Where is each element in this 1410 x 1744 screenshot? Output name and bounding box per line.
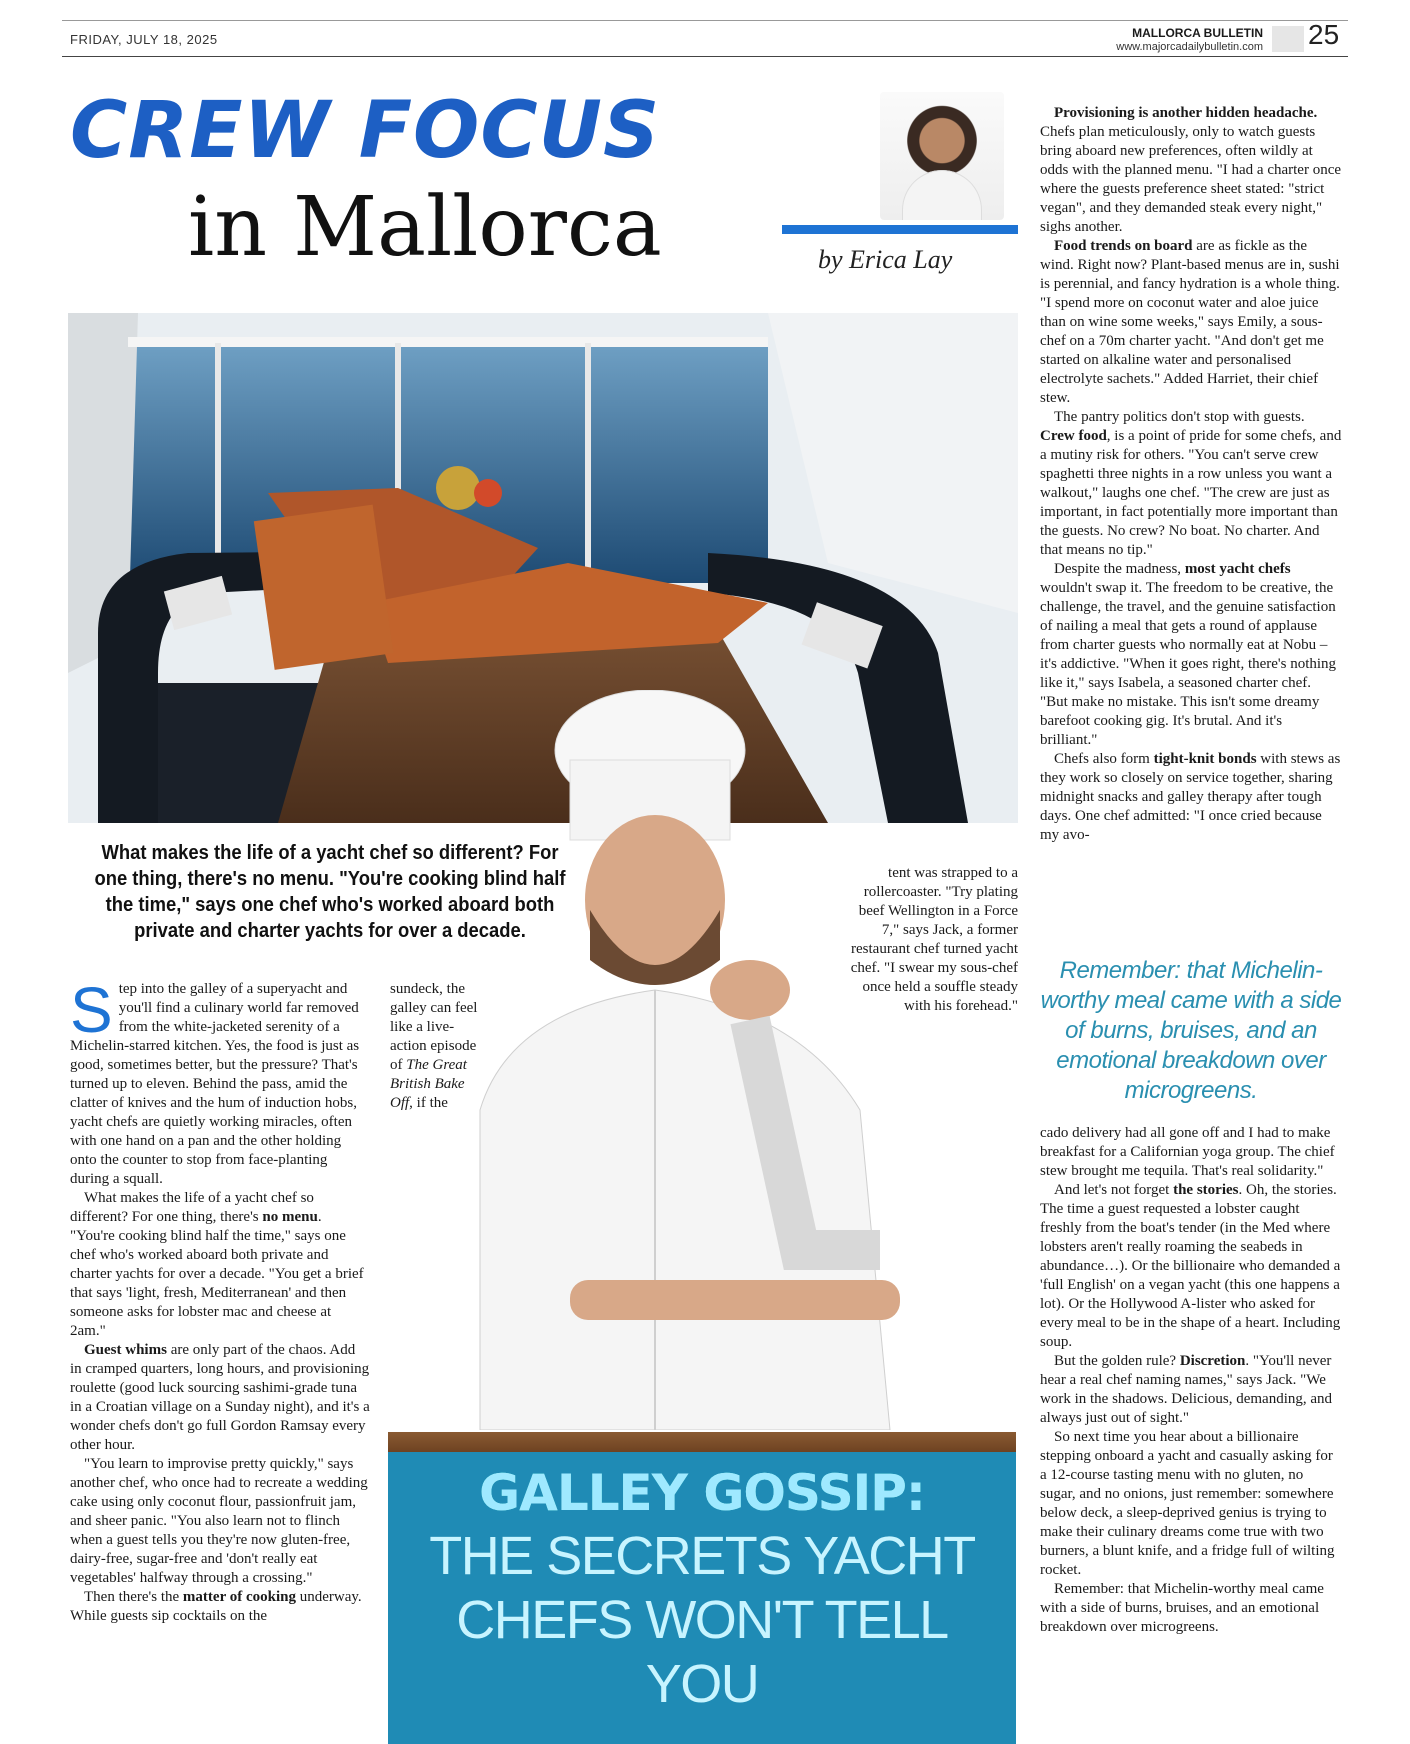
tv-show-title: The Great British Bake Off (390, 1057, 467, 1111)
bold-phrase: most yacht chefs (1184, 561, 1291, 577)
pull-quote: Remember: that Michelin-worthy meal came with a side of burns, bruises, and an emotional breakdown over microgreens. (1040, 957, 1342, 1104)
bold-phrase: tight-knit bonds (1153, 751, 1257, 767)
masthead-rule (62, 56, 1348, 57)
wooden-counter (388, 1432, 1016, 1454)
section-subtitle: in Mallorca (188, 180, 662, 275)
issue-date: FRIDAY, JULY 18, 2025 (70, 32, 218, 47)
bold-phrase: Discretion (1179, 1353, 1246, 1369)
author-portrait (880, 92, 1004, 220)
article-column-left: Step into the galley of a superyacht and you'll find a culinary world far removed from the white-jacketed serenity of a Michelin-starred kitchen. Yes, the food is just as good, sometimes better, but the pressure? That's turned up to eleven. Behind the pass, amid the clatter of knives and the hum of induction hobs, yacht chefs are quietly working miracles, often with one hand on a pan and the other holding onto the counter to stop from face-planting during a squall. What makes the life of a yacht chef so different? For one thing, there's no menu. "You're cooking blind half the time," says one chef who's worked aboard both private and charter yachts for over a decade. "You get a brief that says 'light, fresh, Mediterranean' and then someone asks for lobster mac and cheese at 2am." Guest whims are only part of the chaos. Add in cramped quarters, long hours, and provisioning roulette (good luck sourcing sashimi-grade tuna in a Croatian village on a Sunday night), and it's a wonder chefs don't go full Gordon Ramsay every other hour. "You learn to improvise pretty quickly," says another chef, who once had to recreate a wedding cake using only coconut flour, passionfruit jam, and sheer panic. "You also learn not to flinch when a guest tells you they're now gluten-free, dairy-free, sugar-free and 'don't really eat vegetables' halfway through a crossing." Then there's the matter of cooking underway. While guests sip cocktails on the (70, 974, 370, 1624)
standfirst: What makes the life of a yacht chef so different? For one thing, there's no menu. "You're cooking blind half the time," says one chef who's worked aboard both private and charter yachts for over a decade. (94, 842, 566, 942)
publication-name: MALLORCA BULLETIN (1132, 26, 1263, 40)
section-title: CREW FOCUS (70, 86, 661, 176)
bold-phrase: Food trends on board (1054, 238, 1193, 254)
smiling-chef-photo (420, 690, 1010, 1430)
page-number-box (1272, 26, 1304, 52)
article-column-middle-continued: tent was strapped to a rollercoaster. "Try plating beef Wellington in a Force 7," says Jack, a former restaurant chef turned yacht chef. "I swear my sous-chef once held a souffle steady with his forehead." (850, 865, 1018, 1014)
bold-phrase: no menu (262, 1209, 318, 1225)
bold-phrase: Crew food (1040, 428, 1107, 444)
paragraph: tep into the galley of a superyacht and you'll find a culinary world far removed from the white-jacketed serenity of a Michelin-starred kitchen. Yes, the food is just as good, sometimes better, but the pressure? That's turned up to eleven. Behind the pass, amid the clatter of knives and the hum of induction hobs, yacht chefs are quietly working miracles, often with one hand on a pan and the other holding onto the counter to stop from face-planting during a squall. (70, 981, 360, 1187)
paragraph: "You learn to improvise pretty quickly," says another chef, who once had to recreate a wedding cake using only coconut flour, passionfruit jam, and sheer panic. "You also learn not to flinch when a guest tells you they're now gluten-free, dairy-free, sugar-free and 'don't really eat vegetables' halfway through a crossing." (70, 1456, 368, 1586)
masthead-top-rule (62, 20, 1348, 21)
publication-url[interactable]: www.majorcadailybulletin.com (1116, 41, 1263, 53)
bold-phrase: Guest whims (84, 1342, 167, 1358)
bold-phrase: Provisioning is another hidden headache. (1054, 105, 1318, 121)
article-column-middle: sundeck, the galley can feel like a live-action episode of The Great British Bake Off, if the (390, 981, 478, 1111)
byline-accent-bar (782, 225, 1018, 234)
bold-phrase: the stories (1173, 1182, 1239, 1198)
article-column-right-continued: cado delivery had all gone off and I had to make breakfast for a Californian yoga group. The chief stew brought me tequila. That's real solidarity." And let's not forget the stories. Oh, the stories. The time a guest requested a lobster caught freshly from the boat's tender (in the Med where lobsters aren't really roaming the seabeds in abundance…). Or the billionaire who demanded a 'full English' on a vegan yacht (this one happens a lot). Or the Hollywood A-lister who asked for every meal to be in the shape of a heart. Including soup. But the golden rule? Discretion. "You'll never hear a real chef naming names," says Jack. "We work in the shadows. Delicious, demanding, and always just out of sight." So next time you hear about a billionaire stepping onboard a yacht and casually asking for a 12-course tasting menu with no gluten, no sugar, and no onions, just remember: somewhere below deck, a sleep-deprived genius is trying to make their culinary dreams come true with two burners, a blunt knife, and a fridge full of wilting rocket. Remember: that Michelin-worthy meal came with a side of burns, bruises, and an emotional breakdown over microgreens. (1040, 1125, 1341, 1635)
headline-main: THE SECRETS YACHT CHEFS WON'T TELL YOU (429, 1526, 975, 1714)
article-column-right: Provisioning is another hidden headache. Chefs plan meticulously, only to watch guests bring aboard new preferences, often wildly at odds with the planned menu. "I had a charter once where the guests preference sheet stated: "strict vegan", and they demanded steak every night," sighs another. Food trends on board are as fickle as the wind. Right now? Plant-based menus are in, sushi is perennial, and fancy hydration is a whole thing. "I spend more on coconut water and aloe juice than on wine some weeks," says Emily, a sous-chef on a 70m charter yacht. "And don't get me started on alkaline water and personalised electrolyte sachets." Added Harriet, their chief stew. The pantry politics don't stop with guests. Crew food, is a point of pride for some chefs, and a mutiny risk for others. "You can't serve crew spaghetti three nights in a row unless you want a walkout," laughs one chef. "The crew are just as important, in fact potentially more important than the guests. No crew? No boat. No charter. And that means no tip." Despite the madness, most yacht chefs wouldn't swap it. The freedom to be creative, the challenge, the travel, and the genuine satisfaction of nailing a meal that gets a round of applause from charter guests who normally eat at Nobu – it's addictive. "When it goes right, there's nothing like it," says Isabela, a seasoned charter chef. "But make no mistake. This isn't some dreamy barefoot cooking gig. It's brutal. And it's brilliant." Chefs also form tight-knit bonds with stews as they work so closely on service together, sharing midnight snacks and galley therapy after tough days. One chef admitted: "I once cried because my avo- (1040, 105, 1342, 843)
headline-kicker: GALLEY GOSSIP: (479, 1464, 925, 1522)
byline: by Erica Lay (818, 245, 953, 274)
bold-phrase: matter of cooking (182, 1589, 296, 1605)
drop-cap: S (70, 974, 113, 1046)
page-number: 25 (1308, 19, 1340, 50)
headline-panel (388, 1452, 1016, 1744)
